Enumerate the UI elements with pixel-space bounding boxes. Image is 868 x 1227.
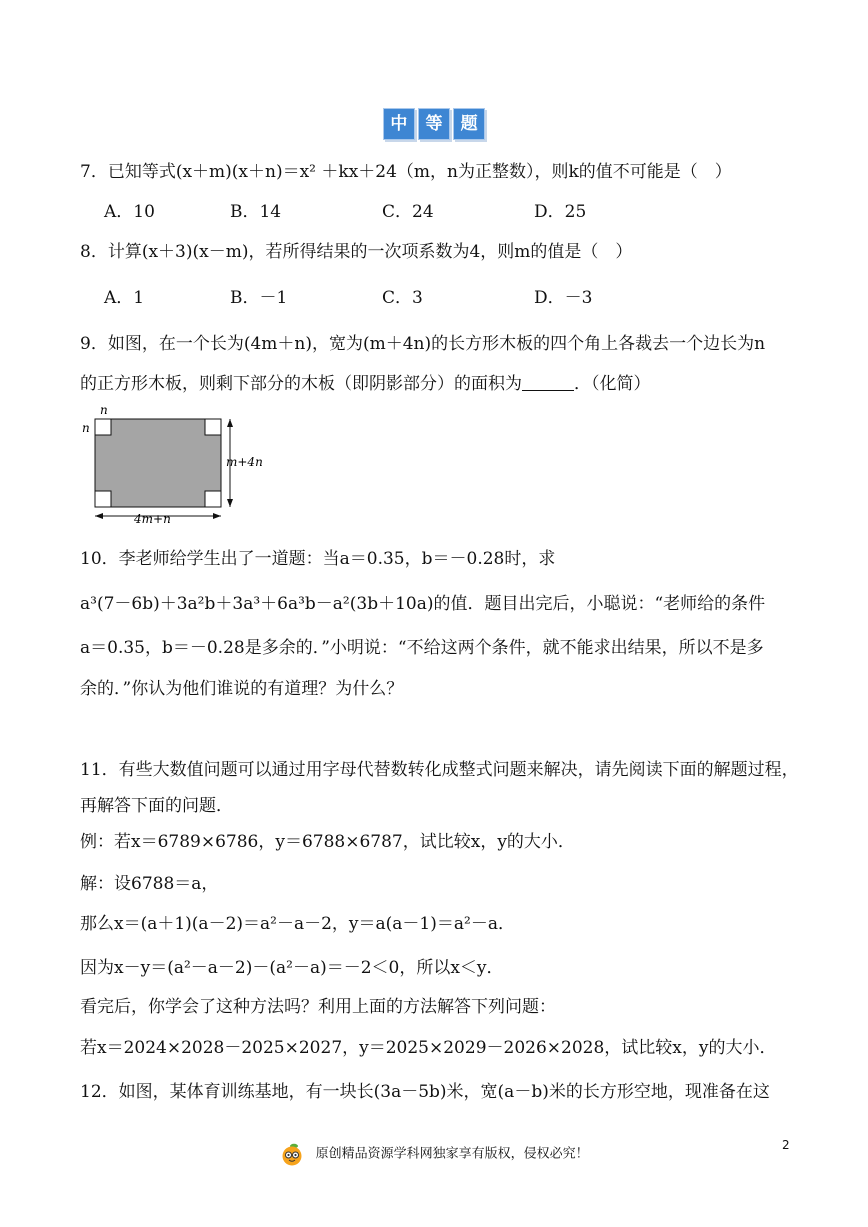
q11-line3: 例：若x＝6789×6786，y＝6788×6787，试比较x，y的大小．: [80, 832, 575, 852]
q8-option-b: B．－1: [230, 288, 288, 308]
q8-stem: 8．计算(x＋3)(x－m)，若所得结果的一次项系数为4，则m的值是（ ）: [80, 242, 633, 262]
q8-option-d: D．－3: [534, 288, 593, 308]
fig-label-width: 4m+n: [134, 512, 171, 526]
q11-line6: 因为x－y＝(a²－a－2)－(a²－a)＝－2＜0，所以x＜y．: [80, 958, 504, 978]
fig-label-height: m+4n: [226, 455, 263, 469]
q10-line3: a＝0.35，b＝－0.28是多余的．”小明说：“不给这两个条件，就不能求出结果，所以不是多: [80, 638, 764, 658]
q9-line1: 9．如图，在一个长为(4m＋n)，宽为(m＋4n)的长方形木板的四个角上各裁去一个边长为n: [80, 334, 766, 354]
fig-label-left-n: n: [82, 421, 90, 435]
q7-option-d: D．25: [534, 202, 587, 222]
q7-option-b: B．14: [230, 202, 282, 222]
q7-option-a: A．10: [104, 202, 155, 222]
corner-square: [205, 491, 221, 507]
corner-square: [205, 419, 221, 435]
q10-line2: a³(7－6b)＋3a²b＋3a³＋6a³b－a²(3b＋10a)的值．题目出完后，小聪说：“老师给的条件: [80, 594, 766, 614]
q10-line1: 10．李老师给学生出了一道题：当a＝0.35，b＝－0.28时，求: [80, 549, 556, 569]
q11-line7: 看完后，你学会了这种方法吗？利用上面的方法解答下列问题：: [80, 997, 556, 1017]
q8-option-a: A．1: [104, 288, 145, 308]
q10-line4: 余的．”你认为他们谁说的有道理？为什么？: [80, 679, 404, 699]
q12-line1: 12．如图，某体育训练基地，有一块长(3a－5b)米，宽(a－b)米的长方形空地，现准备在这: [80, 1082, 770, 1102]
fig-label-top-n: n: [100, 403, 108, 417]
q11-line2: 再解答下面的问题．: [80, 796, 233, 816]
q11-line4: 解：设6788＝a，: [80, 874, 219, 894]
q11-line1: 11．有些大数值问题可以通过用字母代替数转化成整式问题来解决，请先阅读下面的解题过程，: [80, 760, 799, 780]
footer-text: 原创精品资源学科网独家享有版权，侵权必究！: [315, 1146, 589, 1162]
header-char: 中: [383, 108, 415, 140]
q9-figure: [78, 402, 278, 528]
q7-option-c: C．24: [382, 202, 434, 222]
page-number: 2: [782, 1138, 790, 1152]
q8-option-c: C．3: [382, 288, 423, 308]
corner-square: [95, 491, 111, 507]
orange-mascot-icon: [279, 1142, 305, 1166]
q9-line2: 的正方形木板，则剩下部分的木板（即阴影部分）的面积为 ．（化简）: [80, 374, 651, 394]
answer-blank: [522, 372, 574, 391]
section-header: [0, 108, 868, 140]
corner-square: [95, 419, 111, 435]
q7-stem: 7．已知等式(x＋m)(x＋n)＝x² ＋kx＋24（m，n为正整数），则k的值不可能是（ ）: [80, 162, 732, 182]
q11-line5: 那么x＝(a＋1)(a－2)＝a²－a－2，y＝a(a－1)＝a²－a．: [80, 914, 515, 934]
header-char: 等: [418, 108, 450, 140]
q11-line8: 若x＝2024×2028－2025×2027，y＝2025×2029－2026×2028，试比较x，y的大小．: [80, 1038, 777, 1058]
header-char: 题: [453, 108, 485, 140]
page-footer: [0, 1142, 868, 1166]
